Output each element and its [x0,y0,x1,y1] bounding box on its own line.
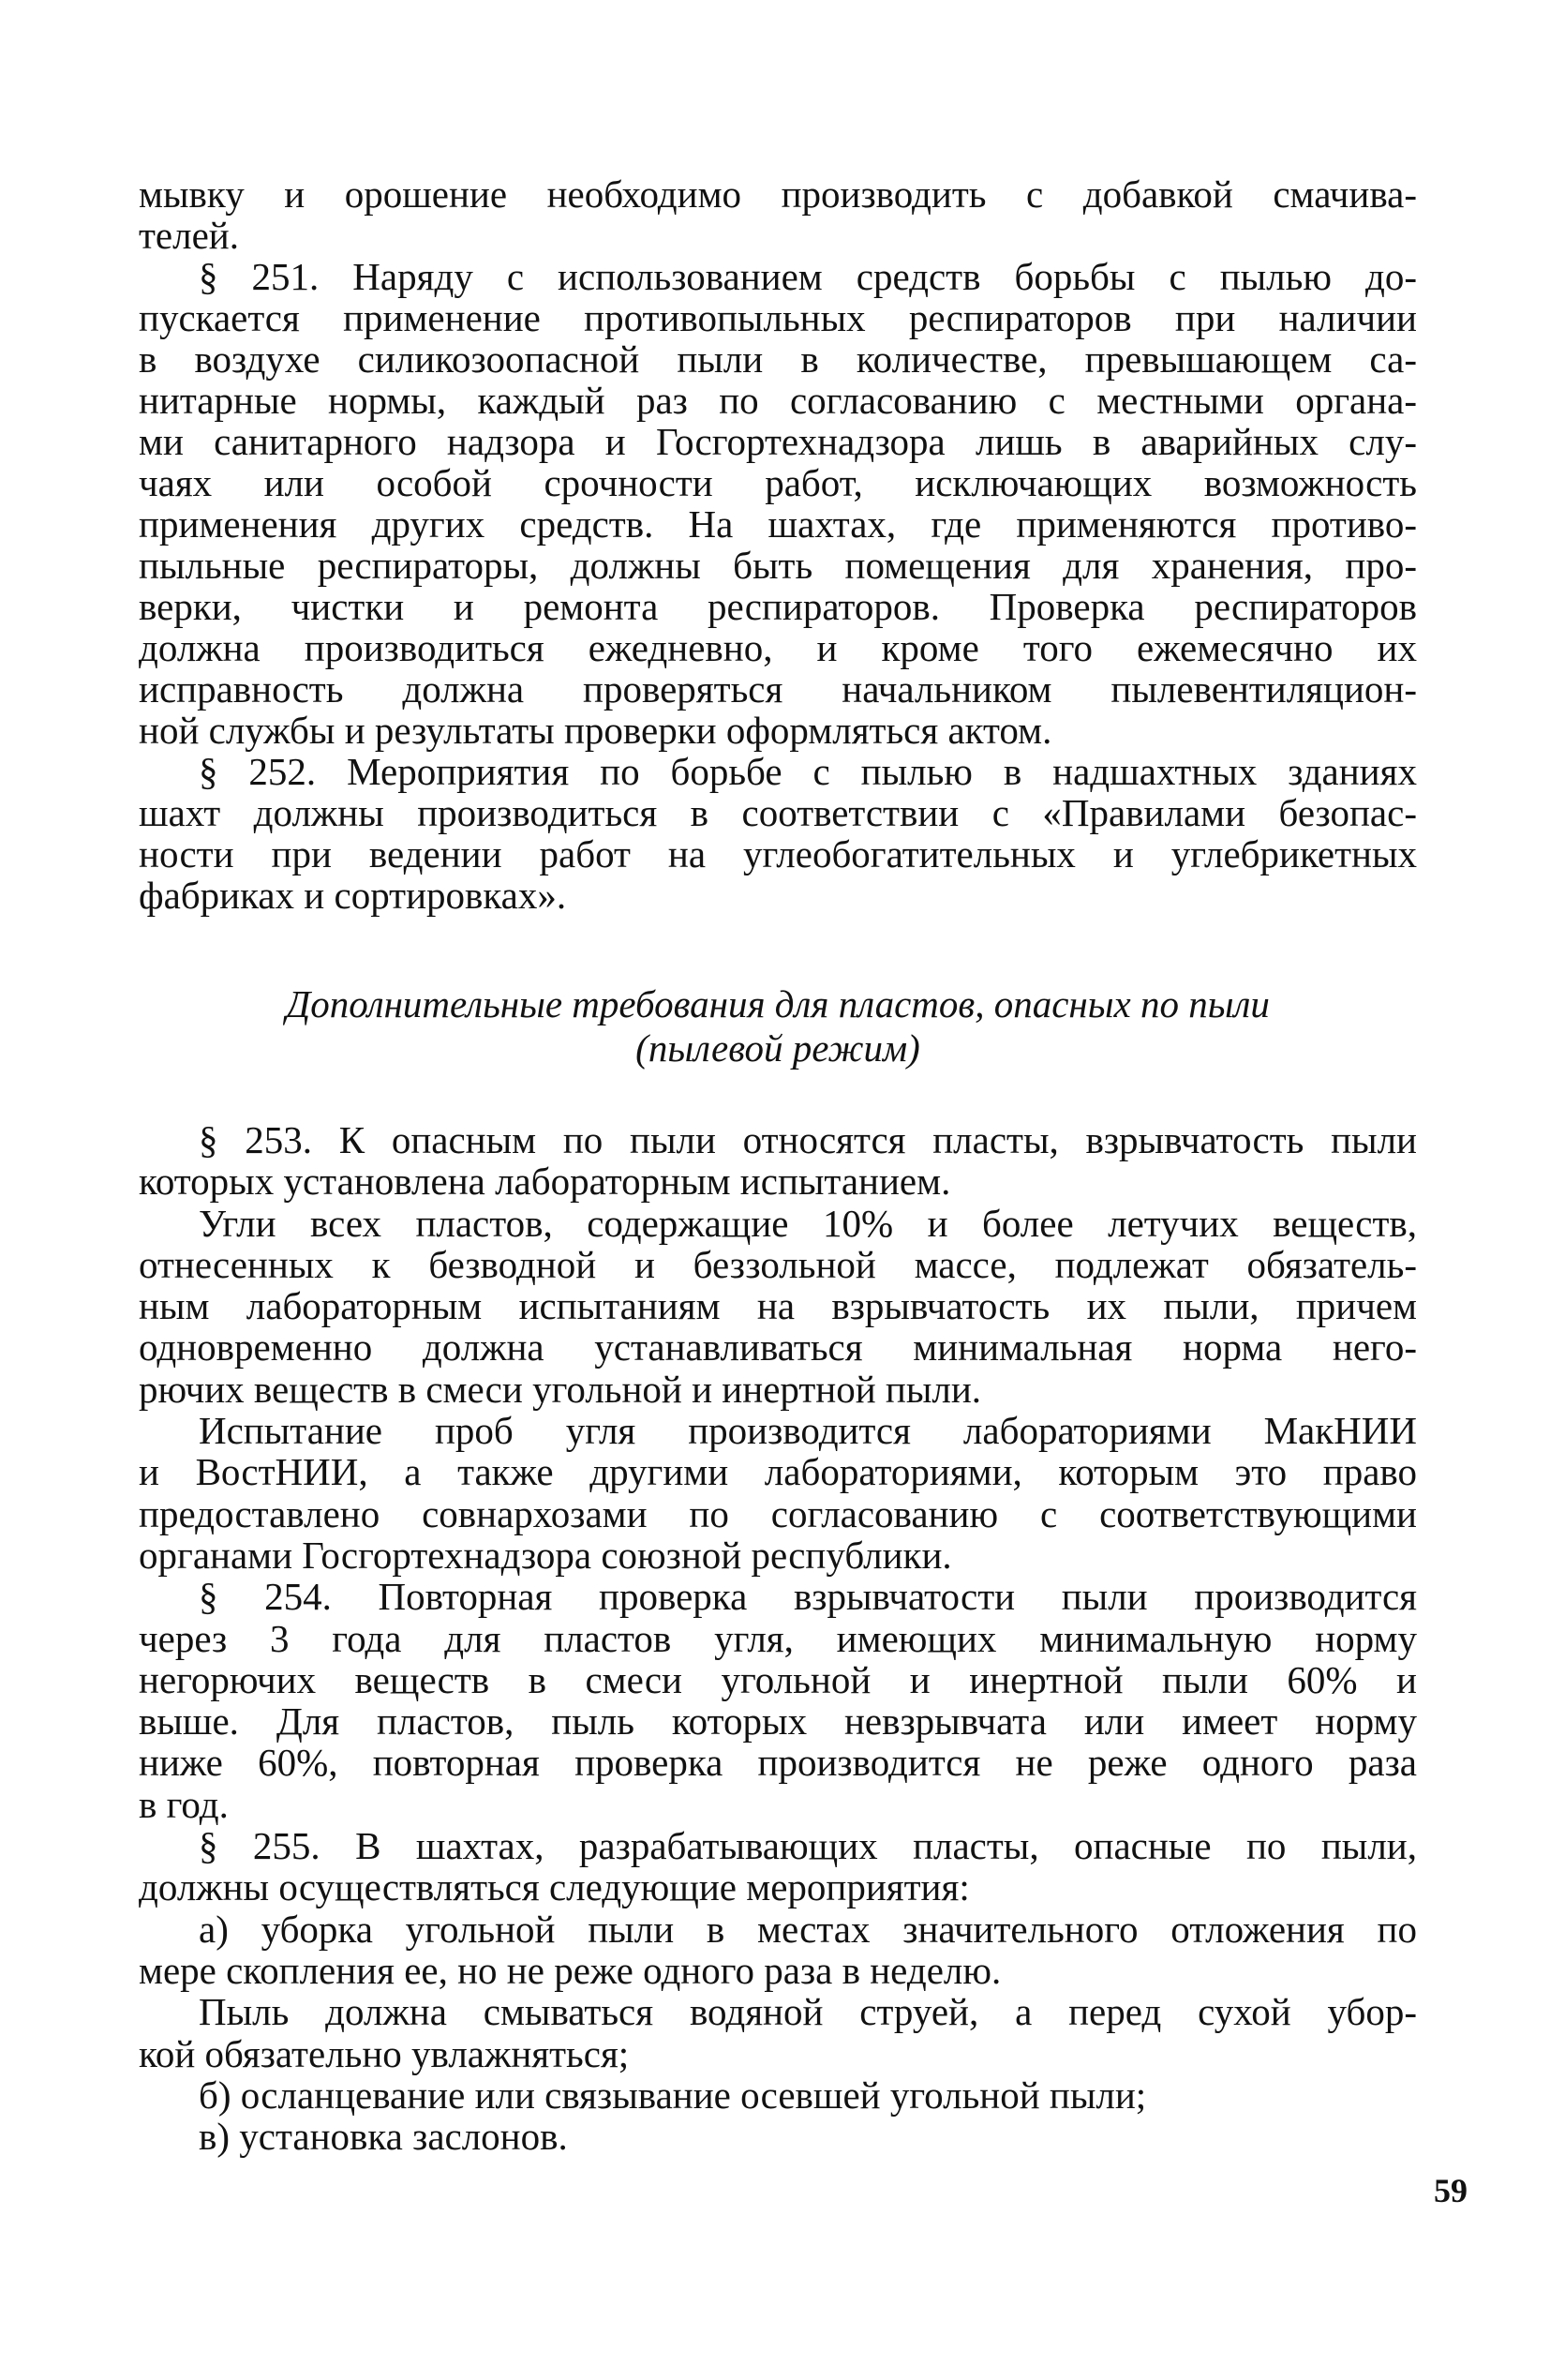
text-line: одновременно должна устанавливаться минимальная норма него- [139,1325,1417,1370]
paragraph [139,1991,1417,2074]
text-line: мывку и орошение необходимо производить с добавкой смачива- [139,172,1417,216]
text-line: верки, чистки и ремонта респираторов. Проверка респираторов [139,585,1417,628]
text-line: шахт должны производиться в соответствии с «Правилами безопас- [139,791,1417,834]
text-line: § 252. Мероприятия по борьбе с пылью в надшахтных зданиях [199,750,1417,793]
heading-line-1: Дополнительные требования для пластов, опасных по пыли [286,982,1270,1025]
text-line: которых установлена лабораторным испытанием. [139,1160,951,1204]
paragraph [139,1908,1417,1992]
paragraph [139,1119,1417,1203]
text-line: § 251. Наряду с использованием средств борьбы с пылью до- [199,255,1417,298]
heading-line-2: (пылевой режим) [635,1026,920,1070]
text-line: пыльные респираторы, должны быть помещения для хранения, про- [139,544,1417,587]
text-line: исправность должна проверяться начальником пылевентиляцион- [139,667,1417,711]
text-line: фабриках и сортировках». [139,874,567,917]
text-line: ми санитарного надзора и Госгортехнадзора лишь в аварийных слу- [139,420,1417,463]
paragraph [139,173,1417,256]
paragraph [139,256,1417,751]
text-line: § 253. К опасным по пыли относятся пласты, взрывчатость пыли [199,1118,1417,1161]
text-line: в год. [139,1782,229,1826]
paragraph [139,2116,1417,2157]
text-line: через 3 года для пластов угля, имеющих минимальную норму [139,1616,1417,1660]
text-line: телей. [139,214,239,257]
text-line: ным лабораторным испытаниям на взрывчатость их пыли, причем [139,1284,1417,1328]
text-line: органами Госгортехнадзора союзной республики. [139,1533,952,1577]
text-line: рючих веществ в смеси угольной и инертной пыли. [139,1367,982,1411]
text-line: в) установка заслонов. [199,2115,568,2159]
text-line: пускается применение противопыльных респираторов при наличии [139,296,1417,339]
paragraph [139,1410,1417,1576]
text-line: негорючих веществ в смеси угольной и инертной пыли 60% и [139,1657,1417,1701]
text-line: § 255. В шахтах, разрабатывающих пласты, опасные по пыли, [199,1824,1417,1868]
text-line: должна производиться ежедневно, и кроме того ежемесячно их [139,626,1417,669]
text-line: ности при ведении работ на углеобогатительных и углебрикетных [139,832,1417,876]
paragraph [139,1825,1417,1908]
text-block-lower [139,1119,1417,2157]
text-line: выше. Для пластов, пыль которых невзрывчата или имеет норму [139,1699,1417,1744]
text-line: а) уборка угольной пыли в местах значительного отложения по [199,1907,1417,1951]
text-line: § 254. Повторная проверка взрывчатости пыли производится [199,1575,1417,1619]
text-line: Испытание проб угля производится лабораториями МакНИИ [199,1409,1417,1453]
text-line: мере скопления ее, но не реже одного раза в неделю. [139,1948,1002,1992]
paragraph [139,751,1417,916]
text-line: отнесенных к безводной и беззольной массе, подлежат обязатель- [139,1242,1417,1286]
text-line: чаях или особой срочности работ, исключающих возможность [139,461,1417,504]
paragraph [139,1576,1417,1825]
paragraph [139,2074,1417,2116]
text-line: применения других средств. На шахтах, где применяются противо- [139,502,1417,546]
text-line: и ВостНИИ, а также другими лабораториями, которым это право [139,1450,1417,1494]
paragraph [139,1203,1417,1410]
text-line: Угли всех пластов, содержащие 10% и более летучих веществ, [199,1201,1417,1245]
text-block-upper [139,173,1417,916]
page-number: 59 [1434,2172,1468,2209]
text-line: предоставлено совнархозами по согласованию с соответствующими [139,1491,1417,1535]
text-line: ной службы и результаты проверки оформляться актом. [139,709,1052,752]
section-heading [139,982,1417,1070]
text-line: нитарные нормы, каждый раз по согласованию с местными органа- [139,379,1417,422]
text-line: кой обязательно увлажняться; [139,2031,630,2075]
text-line: б) осланцевание или связывание осевшей угольной пыли; [199,2073,1147,2117]
text-line: в воздухе силикозоопасной пыли в количестве, превышающем са- [139,337,1417,381]
text-line: должны осуществляться следующие мероприятия: [139,1865,970,1909]
text-line: ниже 60%, повторная проверка производится не реже одного раза [139,1741,1417,1785]
text-line: Пыль должна смываться водяной струей, а перед сухой убор- [199,1990,1417,2034]
